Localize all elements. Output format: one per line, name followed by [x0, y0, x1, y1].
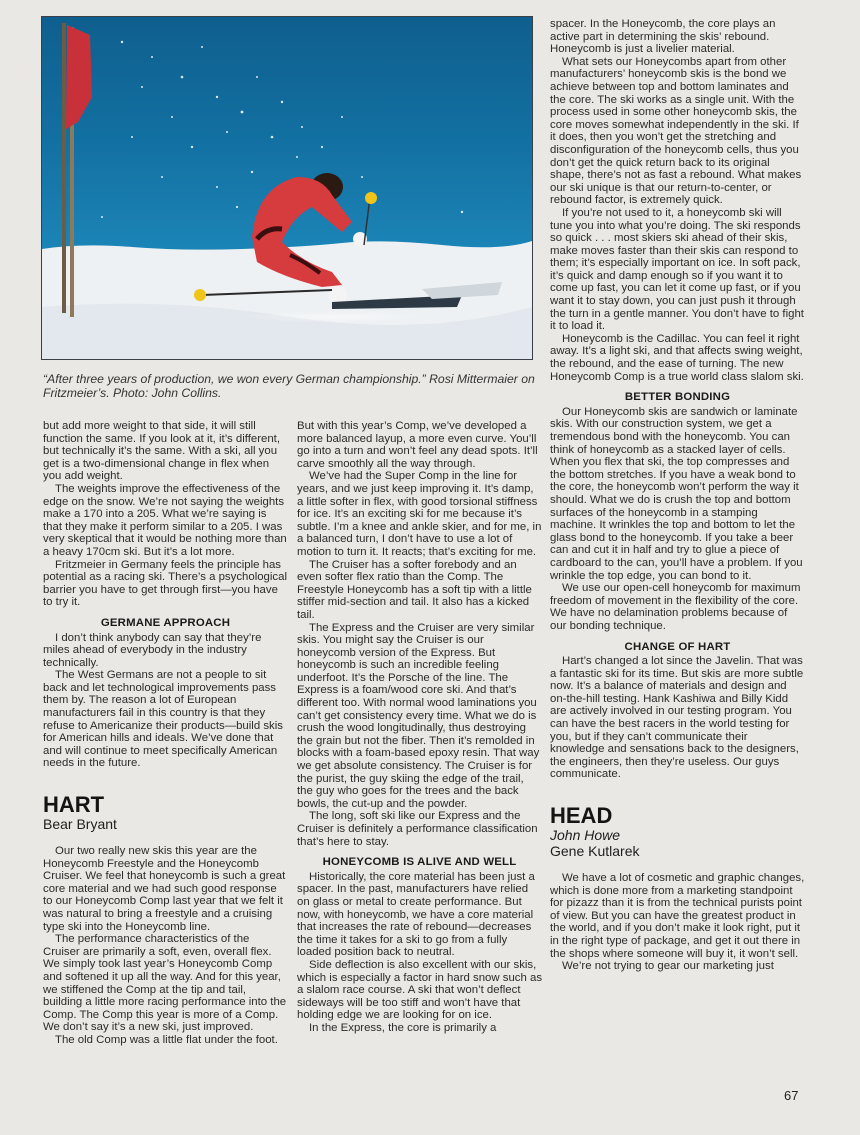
subheading-better-bonding: BETTER BONDING	[624, 391, 731, 404]
interviewee-name: Gene Kutlarek	[550, 843, 640, 860]
paragraph: Historically, the core material has been just a spacer. In the past, manufacturers have relied on glass or metal to create performance. But now, with honeycomb, we have a core material that increases the rate of rebound—decreases the time it takes for a ski to go from a fully loaded position back to neutral.	[297, 870, 535, 959]
brand-heading-head: HEAD	[550, 803, 613, 829]
paragraph: Our two really new skis this year are the Honeycomb Freestyle and the Honeycomb Cruiser. We feel that honeycomb is such a great core material and we had such good response to our Honeycomb Comp last year that we felt it was natural to bring a freestyle and a cruising type ski into the Honeycomb line.	[43, 845, 286, 933]
paragraph: The Express and the Cruiser are very similar skis. You might say the Cruiser is our honeycomb version of the Express. But honeycomb is such an incredible feeling underfoot. It’s the Porsche of the line. The Express is a foam/wood core ski. And that’s different too. With normal wood laminations you can’t get consistency every time. What we do is crush the wood longitudinally, thus destroying the grain but not the fiber. Then it’s remolded in blocks with a foam-based epoxy resin. That way we get absolute consistency. The Cruiser is for the purist, the guy skiing the edge of the trail, the guy who goes for the trees and the back bowls, the cut-up and the powder.	[297, 621, 540, 810]
paragraph: Our Honeycomb skis are sandwich or laminate skis. With our construction system, we get a tremendous bond with the honeycomb. You can think of honeycomb as a stacked layer of cells. When you flex that ski, the top compresses and the bottom stretches. If you have a weak bond to the core, the honeycomb won’t perform the way it should. What we do is crush the top and bottom surfaces of the honeycomb in a stamping machine. It wrinkles the top and bottom to let the glass bond to the honeycomb. If you take a beer can and cut it in half and try to glue a piece of cardboard to the can, you’ll have a problem. If you wrinkle the top edge, you can bond to it.	[550, 405, 803, 582]
paragraph: We’re not trying to gear our marketing just	[562, 960, 774, 973]
paragraph: The old Comp was a little flat under the foot.	[55, 1033, 278, 1046]
subheading-germane-approach: GERMANE APPROACH	[100, 616, 231, 629]
paragraph: The Cruiser has a softer forebody and an even softer flex ratio than the Comp. The Freestyle Honeycomb has a soft tip with a little stiffer mid-section and tail. It also has a kicked tail.	[297, 558, 532, 621]
skier-illustration	[42, 17, 532, 359]
interviewee-name: Bear Bryant	[43, 816, 117, 833]
paragraph: In the Express, the core is primarily a	[309, 1021, 497, 1034]
paragraph: Hart’s changed a lot since the Javelin. That was a fantastic ski for its time. But skis are more subtle now. It’s a balance of materials and design and on-the-hill testing. Hank Kashiwa and Billy Kidd are actively involved in our testing program. You can have the best racers in the world testing for you, but if they can’t communicate their knowledge and sensations back to the designers, the engineers, then they’re useless. Our guys communicate.	[550, 655, 804, 781]
brand-heading-hart: HART	[43, 792, 105, 818]
paragraph: The long, soft ski like our Express and the Cruiser is definitely a performance classification that’s here to stay.	[297, 810, 538, 848]
column-2	[297, 420, 542, 1035]
paragraph: What sets our Honeycombs apart from other manufacturers’ honeycomb skis is the bond we achieve between top and bottom laminates and the core. The ski works as a single unit. With the process used in some other honeycomb skis, the core moves somewhat independently in the ski. If it does, then you won’t get the stretching and disconfiguration of the honeycomb cells, thus you don’t get the quick return back to its original shape, there’s not as fast a rebound. What makes our ski unique is that our return-to-center, or rebound factor, is extremely quick.	[550, 55, 802, 207]
subheading-honeycomb-alive: HONEYCOMB IS ALIVE AND WELL	[322, 856, 517, 869]
paragraph: But with this year’s Comp, we’ve developed a more balanced layup, a more even curve. You’ll go into a turn and won’t feel any dead spots. It’ll carve smoothly all the way through.	[297, 420, 538, 470]
paragraph: I don’t think anybody can say that they’re miles ahead of everybody in the industry technically.	[43, 631, 262, 669]
paragraph: We have a lot of cosmetic and graphic changes, which is done more from a marketing standpoint for pizazz than it is from the technical purists point of view. But you can have the greatest product in the world, and if you don’t make it look right, put it in the right type of package, and get it out there in the shops where someone will buy it, it won’t sell.	[550, 872, 805, 960]
paragraph: If you’re not used to it, a honeycomb ski will tune you into what you’re doing. The ski responds so quick . . . most skiers ski ahead of their skis, make moves faster than their skis can respond to them; it’s especially important on ice. In soft pack, it’s quick and damp enough so if you want it to come up fast, you can let it come up fast, or if you want it to stay down, you can just push it through the turn in a gentle manner. You don’t have to fight it to load it.	[550, 206, 804, 333]
paragraph: Side deflection is also excellent with our skis, which is especially a factor in hard snow such as a slalom race course. A ski that won’t deflect sideways will be too stiff and won’t have that holding edge we are looking for on ice.	[297, 958, 543, 1022]
photo-caption: “After three years of production, we won every German championship.” Rosi Mittermaier on Fritzmeier’s. Photo: John Collins.	[43, 372, 535, 400]
paragraph: We’ve had the Super Comp in the line for years, and we just keep improving it. It’s damp, a little softer in flex, with good torsional stiffness for ice. It’s an exciting ski for me because it’s subtle. I’m a knee and ankle skier, and for me, in a balanced turn, I don’t have to use a lot of motion to turn it. It reacts; that’s exciting for me.	[297, 470, 542, 558]
page-number: 67	[784, 1088, 799, 1103]
interviewee-name: John Howe	[550, 827, 621, 844]
paragraph: The West Germans are not a people to sit back and let technological improvements pass them by. The reason a lot of European manufacturers fail in this country is that they refuse to Americanize their products—build skis for American hills and ideals. We’ve done that and will continue to meet specifically American needs in the future.	[43, 669, 283, 770]
column-1	[43, 420, 288, 1047]
paragraph: but add more weight to that side, it will still function the same. If you look at it, it’s different, but technically it’s the same. With a ski, all you get is a two-dimensional change in flex when you add weight.	[43, 420, 281, 483]
skier-photo	[41, 16, 533, 360]
column-3	[550, 18, 805, 973]
paragraph: The performance characteristics of the Cruiser are primarily a soft, even, overall flex. We simply took last year’s Honeycomb Comp and softened it up all the way. And for this year, we stiffened the Comp at the tip and tail, building a little more racing performance into the Comp. The Comp this year is more of a Comp. We don’t say it’s a new ski, just improved.	[43, 933, 287, 1034]
subheading-change-of-hart: CHANGE OF HART	[624, 640, 731, 653]
paragraph: We use our open-cell honeycomb for maximum freedom of movement in the flexibility of the core. We have no delamination problems because of our bonding technique.	[550, 582, 801, 632]
paragraph: spacer. In the Honeycomb, the core plays an active part in determining the skis’ rebound. Honeycomb is just a livelier material.	[550, 18, 776, 56]
paragraph: Fritzmeier in Germany feels the principle has potential as a racing ski. There’s a psychological barrier you have to get through first—you have to try it.	[43, 558, 287, 609]
paragraph: The weights improve the effectiveness of the edge on the snow. We’re not saying the weights make a 170 into a 205. What we’re saying is that they make it perform similar to a 205. I was very skeptical that it would be nothing more than a heavy 170cm ski. But it’s a lot more.	[43, 482, 287, 558]
paragraph: Honeycomb is the Cadillac. You can feel it right away. It’s a light ski, and that affects swing weight, the rebound, and the ease of turning. The new Honeycomb Comp is a true world class slalom ski.	[550, 332, 804, 383]
